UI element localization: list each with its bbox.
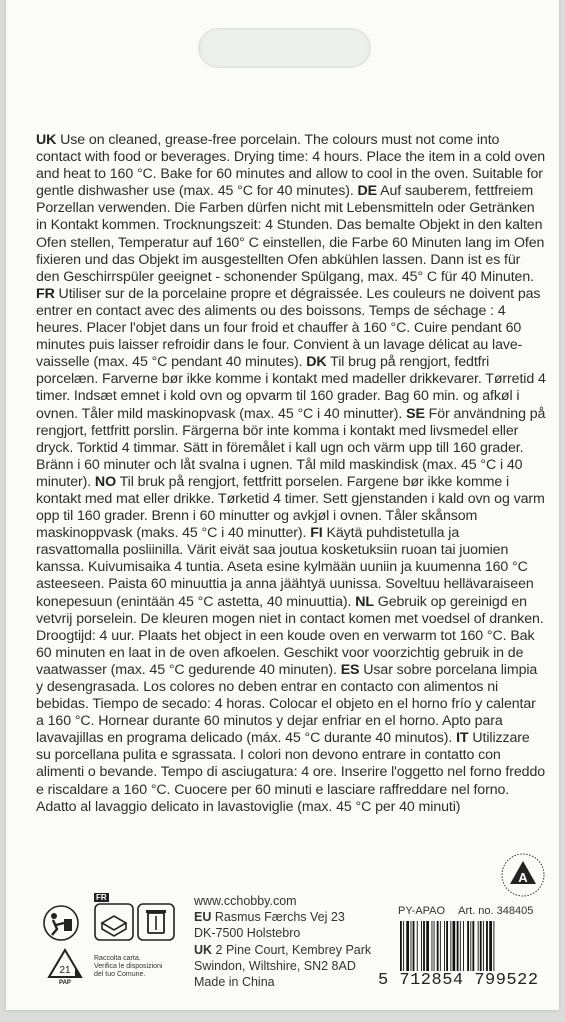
company-address bbox=[194, 893, 371, 990]
barcode-bar bbox=[411, 921, 412, 971]
bin-icon bbox=[137, 903, 175, 941]
barcode-bar bbox=[460, 921, 461, 971]
instruction-nl: NL Gebruik op gereinigd en vetvrij porselein. De kleuren mogen niet in contact komen met voedsel of dranken. Droogtijd: 4 uur. Plaats het object in een koude oven en verwarm tot 160 °C. Bak 60 minuten en laat in de oven afkoelen. Geschikt voor voorzichtig gebruik in de vaatwasser (max. 45 °C gedurende 40 minuten). bbox=[36, 593, 544, 678]
barcode-bar bbox=[426, 921, 429, 971]
footer bbox=[42, 893, 552, 993]
barcode-bar bbox=[486, 921, 488, 971]
instruction-dk: DK Til brug på rengjort, fedtfri porcelæn. Farverne bør ikke komme i kontakt med madeller drikkevarer. Tørretid 4 timer. Indsæt emnet i kold ovn og opvarm til 160 grader. Bag 60 min. og afkøl i ovnen. Tåler mild maskinopvask (max. 45 °C i 40 minutter). bbox=[36, 354, 546, 422]
barcode-bar bbox=[472, 921, 474, 971]
recycle-note: Raccolta carta. Verifica le disposizioni del tuo Comune. bbox=[94, 955, 163, 978]
uk-address-line-2: Swindon, Wiltshire, SN2 8AD bbox=[194, 958, 356, 973]
barcode-bar bbox=[470, 921, 471, 971]
barcode-bar bbox=[457, 921, 459, 971]
made-in: Made in China bbox=[194, 975, 275, 990]
barcode-number: 5 712854 799522 bbox=[378, 971, 539, 990]
barcode-bar bbox=[483, 921, 484, 971]
barcode-bar bbox=[467, 921, 469, 971]
barcode-bar bbox=[444, 921, 445, 971]
barcode-bar bbox=[480, 921, 482, 971]
barcode-bar bbox=[450, 921, 451, 971]
barcode-bar bbox=[423, 921, 425, 971]
box-icon bbox=[94, 903, 134, 941]
barcode-bar bbox=[403, 921, 404, 971]
instructions-text bbox=[36, 132, 546, 816]
website: www.cchobby.com bbox=[194, 894, 297, 908]
package-back bbox=[6, 0, 559, 1010]
a-mark-icon bbox=[500, 852, 546, 898]
barcode-bar bbox=[437, 921, 439, 971]
product-code: PY-APAO bbox=[398, 905, 446, 917]
barcode-bar bbox=[421, 921, 422, 971]
barcode-bar bbox=[446, 921, 448, 971]
barcode-bar bbox=[434, 921, 435, 971]
barcode-bar bbox=[432, 921, 433, 971]
barcode bbox=[398, 921, 546, 971]
instruction-fi: FI Käytä puhdistetulla ja rasvattomalla posliinilla. Värit eivät saa joutua kosketuksiin ruoan tai juomien kanssa. Kuivumisaika 4 tuntia. Aseta esine kylmään uuniin ja kuumenna 160 °C asteeseen. Paista 60 minuuttia ja anna jäähtyä uunissa. Soveltuu hellävaraiseen konepesuun (enintään 45 °C astetta, 40 minuuttia). bbox=[36, 525, 534, 610]
barcode-bar bbox=[413, 921, 415, 971]
barcode-bar bbox=[406, 921, 409, 971]
barcode-bar bbox=[478, 921, 479, 971]
instruction-fr: FR Utiliser sur de la porcelaine propre et dégraissée. Les couleurs ne doivent pas entrer en contact avec des aliments ou des boissons. Temps de séchage : 4 heures. Placer l'objet dans un four froid et chauffer à 160 °C. Cuire pendant 60 minutes puis laisser refroidir dans le four. Convient à un lavage délicat au lave-vaisselle (max. 45 °C pendant 40 minutes). bbox=[36, 285, 541, 371]
a-mark-letter: A bbox=[518, 870, 528, 885]
instruction-es: ES Usar sobre porcelana limpia y desengrasada. Los colores no deben entrar en contacto con alimentos ni bebidas. Tiempo de secado: 4 horas. Colocar el objeto en el horno frío y calentar a 160 °C. Hornear durante 60 minutos y dejar enfriar en el horno. Apto para lavavajillas en programa delicado (máx. 45 °C durante 40 minutos). bbox=[36, 661, 538, 747]
article-number: Art. no. 348405 bbox=[458, 905, 534, 917]
instruction-uk: UK Use on cleaned, grease-free porcelain. The colours must not come into contact with food or beverages. Drying time: 4 hours. Place the item in a cold oven and heat to 160 °C. Bake for 60 minutes and allow to cool in the oven. Suitable for gentle dishwasher use (max. 45 °C for 40 minutes). bbox=[36, 132, 546, 200]
barcode-bar bbox=[489, 921, 492, 971]
barcode-bar bbox=[453, 921, 456, 971]
eu-address-line-1: EU Rasmus Færchs Vej 23 bbox=[194, 910, 345, 925]
barcode-bar bbox=[440, 921, 441, 971]
product-codes bbox=[398, 905, 533, 917]
barcode-bar bbox=[493, 921, 494, 971]
instruction-no: NO Til bruk på rengjort, fettfritt porselen. Fargene bør ikke komme i kontakt med mat eller drikke. Tørketid 4 timer. Sett gjenstanden i kald ovn og varm opp til 160 grader. Brenn i 60 minutter og avkjøl i ovnen. Tåler skånsom maskinoppvask (maks. 45 °C i 40 minutter). bbox=[36, 473, 545, 542]
barcode-bar bbox=[463, 921, 464, 971]
uk-address-line-1: UK 2 Pine Court, Kembrey Park bbox=[194, 942, 372, 957]
hang-hole bbox=[198, 28, 371, 68]
pap-number: 21 bbox=[59, 965, 71, 976]
barcode-bar bbox=[400, 921, 402, 971]
instruction-de: DE Auf sauberem, fettfreiem Porzellan verwenden. Die Farben dürfen nicht mit Lebensmitteln oder Getränken in Kontakt kommen. Trocknungszeit: 4 Stunden. Das bemalte Objekt in den kalten Ofen stellen, Temperatur auf 160° C einstellen, die Farbe 60 Minuten lang im Ofen fixieren und das Objekt im ausgestellten Ofen abkühlen lassen. Dann ist es für den Geschirrspüler geeignet - schonender Spülgang, max. 45° C für 40 Minuten. bbox=[36, 183, 545, 285]
eu-address-line-2: DK-7500 Holstebro bbox=[194, 926, 301, 941]
instruction-it: IT Utilizzare su porcellana pulita e sgrassata. I colori non devono entrare in contatto con alimenti o bevande. Tempo di asciugatura: 4 ore. Inserire l'oggetto nel forno freddo e riscaldare a 160 °C. Cuocere per 60 minuti e lasciare raffreddare nel forno. Adatto al lavaggio delicato in lavastoviglie (max. 45 °C per 40 minuti) bbox=[36, 730, 546, 815]
tidyman-icon bbox=[42, 905, 80, 941]
pap-label: PAP bbox=[59, 980, 71, 985]
pap-21-recycle-icon bbox=[45, 947, 85, 985]
barcode-bar bbox=[417, 921, 418, 971]
instruction-se: SE För användning på rengjort, fettfritt porslin. Färgerna bör inte komma i kontakt med livsmedel eller dryck. Torktid 4 timmar. Sätt in föremålet i kall ugn och värm upp till 160 grader. Bränn i 60 minuter och låt svalna i ugnen. Tål mild maskindisk (max. 45 °C i 40 minuter). bbox=[36, 405, 546, 490]
recycling-icons bbox=[42, 893, 197, 993]
fr-tag: FR bbox=[96, 893, 107, 902]
